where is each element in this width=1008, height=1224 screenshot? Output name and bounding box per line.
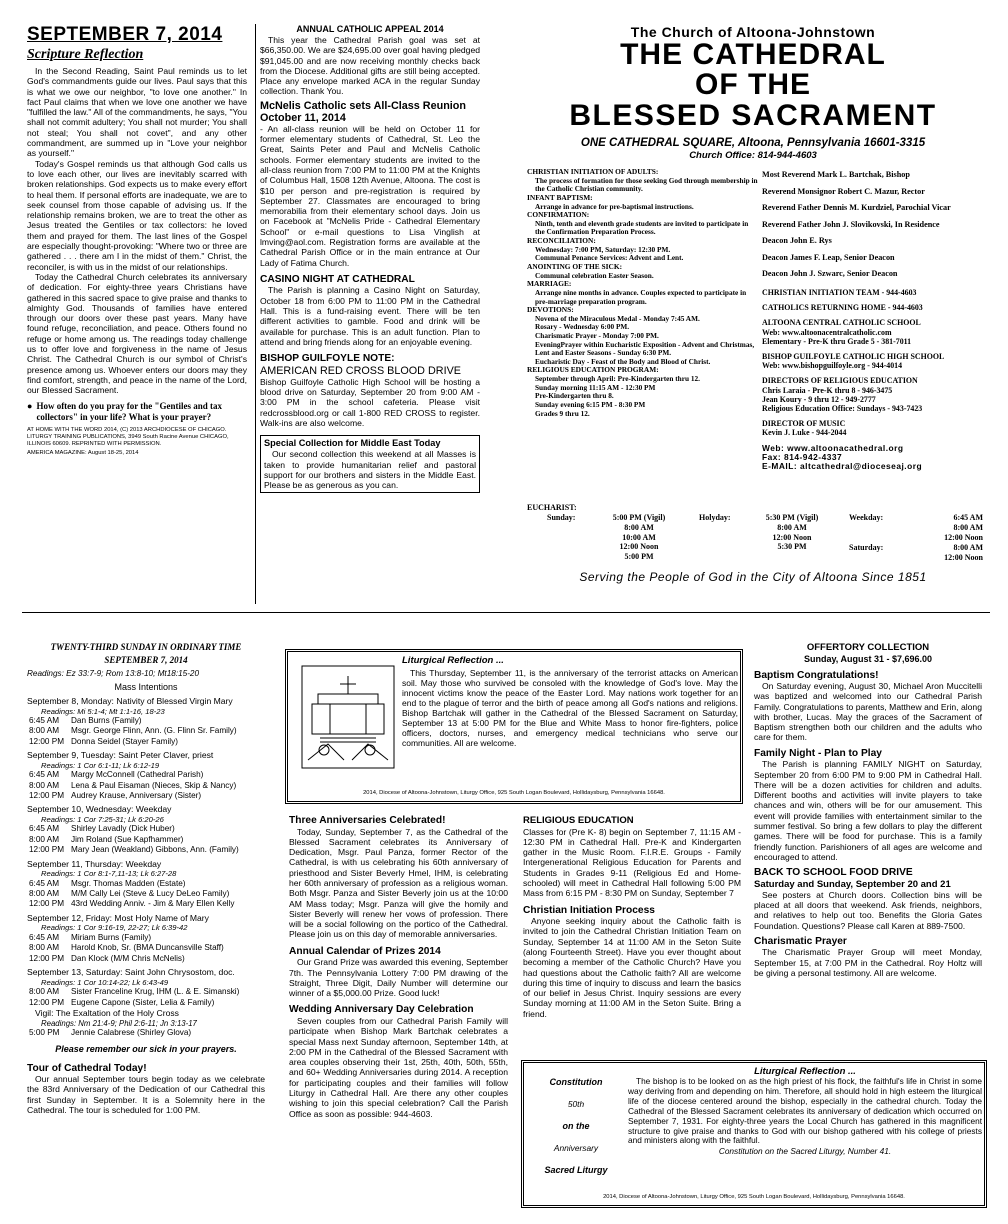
clergy-name: Deacon John J. Szwarc, Senior Deacon xyxy=(762,269,898,278)
anniv-text: Today, Sunday, September 7, as the Cathedral of the Blessed Sacrament celebrates its Anniversary of Dedication, Msgr. Paul Panza, former Rector of the Cathedral, is with us celebrating his 60th anniversary of priesthood and Sister Beverly Hmel, IHM, is celebrating her 60th anniversary of profession as a religious woman. Both Msgr. Panza and Sister Beverly join us at the 10:00 AM Mass today; Msgr. Panza will give the homily and Sister Beverly will renew her vows of profession. There will be a social following on the portico of the Cathedral. Please join us on this day of memorable anniversaries. xyxy=(289,826,508,940)
copyright-note: AT HOME WITH THE WORD 2014, (C) 2013 ARCHDIOCESE OF CHICAGO. LITURGY TRAINING PUBLICATIONS, 3949 South Racine Avenue CHICAGO, ILLINOIS 60609. REPRINTED WITH PERMISSION. xyxy=(27,426,229,447)
prizes-title: Annual Calendar of Prizes 2014 xyxy=(289,945,441,957)
charismatic-title: Charismatic Prayer xyxy=(754,935,847,947)
mass-day-heading: September 11, Thursday: Weekday xyxy=(27,858,162,869)
service-detail: Ninth, tenth and eleventh grade students are invited to participate in the Confirmation Preparation Process. xyxy=(535,218,749,237)
remember-note: Please remember our sick in your prayers. xyxy=(55,1043,237,1054)
special-text: Our second collection this weekend at all Masses is taken to provide humanitarian relief and pastoral support for our brothers and sisters in the Middle East. Please be as generous as you can. xyxy=(264,449,476,491)
mass-day-heading: September 12, Friday: Most Holy Name of Mary xyxy=(27,912,209,923)
lit1-text: This Thursday, September 11, is the anniversary of the terrorist attacks on American soil. May those who survived be consoled with the knowledge of God's love. May the innocent victims know the peace of the Easter Lord. May nations work together for an end to the plague of terror and the birth of peace among all God's nations and religions. Bishop Bartchak will gather in the Cathedral of the Blessed Sacrament on Saturday, September 13 at 5:00 PM for the Blue and White Mass to honor fire-fighters, police officers, doctors, nurses, and emergency medical technicians who serve our communities. All are welcome. xyxy=(402,668,738,748)
service-heading: INFANT BAPTISM: xyxy=(527,192,593,202)
contact-line: Jean Koury - 9 thru 12 - 949-2777 xyxy=(762,394,876,404)
service-detail: Communal celebration Easter Season. xyxy=(535,270,654,280)
charismatic-text: The Charismatic Prayer Group will meet Monday, September 15, at 7:00 PM in the Cathedral. Roy Holtz will be giving a personal testimony. All are welcome. xyxy=(754,947,982,979)
reunion-title: McNelis Catholic sets All-Class Reunion October 11, 2014 xyxy=(260,99,466,124)
column-right xyxy=(754,642,982,978)
service-detail: Sunday morning 11:15 AM - 12:30 PM xyxy=(535,382,656,392)
mass-intention-row xyxy=(27,824,265,834)
intentions-title: Mass Intentions xyxy=(114,682,178,692)
mass-time: 8:00 AM xyxy=(29,780,60,790)
mass-intention-row xyxy=(27,943,265,953)
lit2-footer: 2014, Diocese of Altoona-Johnstown, Liturgy Office, 925 South Logan Boulevard, Hollidaysburg, Pennsylvania 16648. xyxy=(603,1194,905,1200)
constitution-label: on the xyxy=(562,1121,590,1131)
mass-readings: Readings: 1 Cor 10:14-22; Lk 6:43-49 xyxy=(41,977,169,987)
mass-time: 12:00 Noon xyxy=(619,542,659,552)
tagline: Serving the People of God in the City of Altoona Since 1851 xyxy=(579,570,927,584)
contact-line: BISHOP GUILFOYLE CATHOLIC HIGH SCHOOL xyxy=(762,352,945,362)
food-title: BACK TO SCHOOL FOOD DRIVE xyxy=(754,867,913,879)
appeal-text: This year the Cathedral Parish goal was set at $66,350.00. We are $24,695.00 over goal having pledged $91,045.00 and are now receiving monthly checks back from the Diocese. Additional gifts are still being accepted. Place any envelope marked ACA in the regular Sunday collection. Thank You. xyxy=(260,35,480,97)
contact-line: ALTOONA CENTRAL CATHOLIC SCHOOL xyxy=(762,318,921,328)
contact-line: CATHOLICS RETURNING HOME - 944-4603 xyxy=(762,303,923,313)
mass-time: 6:45 AM xyxy=(29,770,60,780)
reunion-text: - An all-class reunion will be held on October 11 for former elementary students of Cathedral, St. Leo the Great, Saints Peter and Paul and McNelis Catholic schools. Former elementary students are invited to the all-class reunion from 7:00 PM to 11:00 PM at the Knights of Columbus Hall, 1508 12th Avenue, Altoona. The cost is $10 per person and pre-registration is required by September 27. Classmates are encouraged to bring memorabilia from their elementary school days. Join us on Facebook at "McNelis Pride - Cathedral Elementary School" or e-mail questions to Lisa Vinglish at lmving@aol.com. Registration forms are available at the Cathedral Parish Office or in the main entrance at Our Lady of Fatima Church. xyxy=(260,123,480,268)
clergy-name: Most Reverend Mark L. Bartchak, Bishop xyxy=(762,170,910,179)
mass-intention-row xyxy=(27,889,265,899)
mass-intention-row xyxy=(27,770,265,780)
mass-readings: Readings: 1 Cor 7:25-31; Lk 6:20-26 xyxy=(41,815,164,825)
casino-text: The Parish is planning a Casino Night on Saturday, October 18 from 6:00 PM to 11:00 PM in the Cathedral Hall. This is a fund-raising event. There will be ten different activities to gamble. Food and drink will be available for purchase. This is an adult function. Plan to attend and bring friends along for an enjoyable evening. xyxy=(260,285,480,347)
mass-intention: Miriam Burns (Family) xyxy=(71,932,152,942)
column-announcements xyxy=(260,24,480,493)
weekday-times xyxy=(907,513,983,542)
sunday-times xyxy=(599,513,679,562)
service-detail: Rosary - Wednesday 6:00 PM. xyxy=(535,322,630,332)
contact-line: Elementary - Pre-K thru Grade 5 - 381-7011 xyxy=(762,336,912,346)
mass-intention-row xyxy=(27,954,265,964)
reled-title: RELIGIOUS EDUCATION xyxy=(523,815,634,826)
column-religious-ed xyxy=(523,812,741,1019)
lit1-footer: 2014, Diocese of Altoona-Johnstown, Liturgy Office, 925 South Logan Boulevard, Hollidaysburg, Pennsylvania 16648. xyxy=(363,790,665,796)
service-detail: Sunday evening 6:15 PM - 8:30 PM xyxy=(535,399,646,409)
mass-intention-row xyxy=(27,899,265,909)
mass-time: 12:00 Noon xyxy=(772,532,812,542)
mass-intention: Margy McConnell (Cathedral Parish) xyxy=(71,770,204,780)
mass-time: 6:45 AM xyxy=(29,878,60,888)
section-rule xyxy=(22,612,990,613)
mass-time: 8:00 AM xyxy=(953,543,983,552)
ordinary-date: SEPTEMBER 7, 2014 xyxy=(104,655,188,665)
masthead xyxy=(520,24,986,162)
web-line: Web: www.altoonacathedral.org xyxy=(762,442,904,453)
mass-time: 5:30 PM (Vigil) xyxy=(765,513,819,522)
constitution-label: Sacred Liturgy xyxy=(544,1165,608,1175)
column-divider xyxy=(255,24,256,604)
tour-text: Our annual September tours begin today as we celebrate the 83rd Anniversary of the Dedication of our Cathedral this first Sunday in September. It is a Solemnity here in the Cathedral. The tour is scheduled for 1:00 PM. xyxy=(27,1074,265,1115)
constitution-label: Constitution xyxy=(549,1077,603,1087)
saturday-label: Saturday: xyxy=(849,543,884,552)
column-scripture xyxy=(27,24,247,457)
mass-time: 8:00 AM xyxy=(29,987,60,997)
service-heading: DEVOTIONS: xyxy=(527,305,574,315)
mass-time: 5:00 PM xyxy=(624,552,654,562)
contact-line: Web: www.altoonacentralcatholic.com xyxy=(762,327,892,337)
scripture-question: ● How often do you pray for the "Gentiles and tax collectors" in your life? What is your prayer? xyxy=(27,400,223,422)
food-text: See posters at Church doors. Collection bins will be placed at all doors that weekend. Ask friends, neighbors, and relatives to help out too. Benefits the Gloria Gates Foundation. Questions? Please call Karen at 889-7500. xyxy=(754,889,982,931)
bullet-icon: ● xyxy=(27,400,33,411)
mass-time: 10:00 AM xyxy=(622,532,656,542)
mass-time: 12:00 PM xyxy=(29,899,65,909)
cathedral-illustration-icon xyxy=(300,664,396,770)
mass-time: 8:00 AM xyxy=(29,889,60,899)
clergy-name: Deacon James F. Leap, Senior Deacon xyxy=(762,252,895,262)
service-detail: Pre-Kindergarten thru 8. xyxy=(535,391,614,401)
wedding-title: Wedding Anniversary Day Celebration xyxy=(289,1004,474,1016)
vigil-row: 5:00 PM Jennie Calabrese (Shirley Glova) xyxy=(29,1028,192,1038)
contact-line: DIRECTORS OF RELIGIOUS EDUCATION xyxy=(762,376,918,386)
mass-intention-row xyxy=(27,781,265,791)
contact-line: Religious Education Office: Sundays - 943-7423 xyxy=(762,404,923,414)
mass-intention: Msgr. Thomas Madden (Estate) xyxy=(71,878,186,888)
service-heading: RELIGIOUS EDUCATION PROGRAM: xyxy=(527,365,659,375)
mass-time: 8:00 AM xyxy=(29,943,60,953)
web-line: Fax: 814-942-4337 xyxy=(762,452,843,463)
masthead-title: BLESSED SACRAMENT xyxy=(569,99,937,132)
mass-intention: Dan Klock (M/M Chris McNelis) xyxy=(71,953,185,963)
offertory-title: OFFERTORY COLLECTION xyxy=(806,642,930,653)
column-mass-intentions xyxy=(27,642,265,1115)
services-list xyxy=(527,168,759,418)
bishop-sub: AMERICAN RED CROSS BLOOD DRIVE xyxy=(260,364,461,377)
mass-time: 8:00 AM xyxy=(624,522,654,532)
clergy-name: Reverend Monsignor Robert C. Mazur, Rector xyxy=(762,186,925,196)
special-title: Special Collection for Middle East Today xyxy=(264,438,441,449)
mass-intention-row xyxy=(27,933,265,943)
mass-intention: Lena & Paul Eisaman (Nieces, Skip & Nancy) xyxy=(71,780,237,790)
cip-title: Christian Initiation Process xyxy=(523,904,655,916)
casino-title: CASINO NIGHT AT CATHEDRAL xyxy=(260,273,415,285)
mass-intention: Jim Roland (Sue Kapfhammer) xyxy=(71,834,184,844)
mass-day-heading: September 10, Wednesday: Weekday xyxy=(27,804,172,815)
mass-intention: Audrey Krause, Anniversary (Sister) xyxy=(71,791,202,801)
holyday-times xyxy=(752,513,832,552)
service-heading: RECONCILIATION: xyxy=(527,236,596,246)
mass-time: 12:00 PM xyxy=(29,953,65,963)
mass-time: 12:00 Noon xyxy=(944,552,983,562)
ordinary-title: TWENTY-THIRD SUNDAY IN ORDINARY TIME xyxy=(50,642,242,652)
food-sub: Saturday and Sunday, September 20 and 21 xyxy=(754,878,951,890)
mass-intention: Sister Franceline Krug, IHM (L. & E. Simanski) xyxy=(71,987,240,997)
family-text: The Parish is planning FAMILY NIGHT on Saturday, September 20 from 6:00 PM to 9:00 PM in Cathedral Hall. There will be a dozen activities for children and adults. Different booths and activities will invite players to take chances and win, others will be for our amusement. This event will provide families with entertainment similar to the summer festival. So bring a few dollars to play the different games. There will be food for purchase. This is a family friendly function. Parishioners of all ages are welcome and encouraged to attend. xyxy=(754,759,982,862)
scripture-paragraph: Today the Cathedral Church celebrates its anniversary of dedication. For eighty-three years Christians have gathered in this sacred space to give praise and thanks to almighty God. Thousands of families have entered through our doors over these past years. Many have found refuge, reconciliation, and peace. Others found no refuge or home among us. The readings today challenge us to offer love and forgiveness in the name of Jesus Christ. The Cathedral Church is our symbol of Christ's presence among us. Whoever enters our doors may they find comfort, strength, and peace in the name of the Lord, our Blessed Sacrament. xyxy=(27,271,247,396)
masthead-church: The Church of Altoona-Johnstown xyxy=(630,24,876,40)
lit2-title: Liturgical Reflection ... xyxy=(754,1066,856,1077)
vigil-title: Vigil: The Exaltation of the Holy Cross xyxy=(35,1007,179,1018)
contact-line: CHRISTIAN INITIATION TEAM - 944-4603 xyxy=(762,288,917,297)
holyday-label: Holyday: xyxy=(699,513,731,522)
liturgical-reflection-box xyxy=(285,649,743,804)
mass-intention-row xyxy=(27,737,265,747)
mass-day-heading: September 13, Saturday: Saint John Chrysostom, doc. xyxy=(27,967,235,978)
special-collection-box xyxy=(260,435,480,493)
column-anniversaries xyxy=(289,812,508,1119)
mass-day-heading: September 8, Monday: Nativity of Blessed Virgin Mary xyxy=(27,696,233,706)
mass-intention-row xyxy=(27,845,265,855)
contact-line: Web: www.bishopguilfoyle.org - 944-4014 xyxy=(762,361,903,371)
baptism-title: Baptism Congratulations! xyxy=(754,669,879,681)
mass-time: 12:00 Noon xyxy=(944,532,983,542)
date-banner: SEPTEMBER 7, 2014 xyxy=(27,24,223,45)
mass-time: 12:00 PM xyxy=(29,791,65,801)
service-detail: Novena of the Miraculous Medal - Monday 7:45 AM. xyxy=(535,313,700,323)
mass-intention-row xyxy=(27,726,265,736)
scripture-paragraph: Today's Gospel reminds us that although God calls us to love each other, our lives are inevitably scarred with broken relationships. God expects us to make every effort to heal them. If personal efforts are inadequate, we are to seek counsel from those capable of advising us. If the relationship remains broken, we are to treat the other as Jesus treated the Gentiles or tax collectors: he loved them and prayed for them. The last lines of the Gospel are especially thought-provoking: "Where two or three are gathered . . . there am I in the midst of them." Christ, the reconciler, is with us in the midst of our relationships. xyxy=(27,158,247,272)
mass-time: 12:00 PM xyxy=(29,736,65,746)
service-heading: MARRIAGE: xyxy=(527,279,572,289)
mass-intention-row xyxy=(27,835,265,845)
masthead-address: ONE CATHEDRAL SQUARE, Altoona, Pennsylvania 16601-3315 xyxy=(580,137,926,149)
prizes-text: Our Grand Prize was awarded this evening, September 7th. The Pennsylvania Lottery 7:00 PM drawing of the Straight, Three Digit, Daily Number will determine our winner of a $5,000.00 Prize. Good luck! xyxy=(289,957,508,999)
mass-readings: Readings: 1 Cor 8:1-7,11-13; Lk 6:27-28 xyxy=(41,869,177,879)
mass-time: 8:00 AM xyxy=(953,522,983,532)
bishop-text: Bishop Guilfoyle Catholic High School will be hosting a blood drive on Saturday, September 20 from 9:00 AM - 3:00 PM in the school cafeteria. Please visit redcrossblood.org or call 1-800 RED CROSS to register. Walk-ins are also welcome. xyxy=(260,376,480,428)
mass-time: 8:00 AM xyxy=(29,834,60,844)
ordinary-readings: Readings: Ez 33:7-9; Rom 13:8-10; Mt18:15-20 xyxy=(27,669,200,678)
mass-time: 12:00 PM xyxy=(29,997,65,1007)
web-line: E-MAIL: altcathedral@dioceseaj.org xyxy=(762,461,923,472)
appeal-title: ANNUAL CATHOLIC APPEAL 2014 xyxy=(296,24,444,34)
cip-text: Anyone seeking inquiry about the Catholic faith is invited to join the Cathedral Christian Initiation Team on Sunday, September 14 at 11:00 AM in the Seton Suite (along Fourteenth Street). Have you ever thought about becoming a member of the Catholic Church? Have you had questions about the Catholic faith? All are welcome during this time of inquiry to discuss and learn the basics of our belief in Jesus Christ. Inquiry sessions are every Sunday morning at 11:00 AM in the Seton Suite. Bring a friend. xyxy=(523,916,741,1019)
sunday-label: Sunday: xyxy=(547,513,576,522)
mass-time: 5:00 PM (Vigil) xyxy=(612,513,666,522)
mass-intention: Msgr. George Flinn, Ann. (G. Flinn Sr. Family) xyxy=(71,726,237,736)
baptism-text: On Saturday evening, August 30, Michael Aron Muccitelli was baptized and welcomed into our Cathedral Parish Family. Congratulations to parents, Matthew and Erin, along with brother, Lucas. May the graces of the Sacrament of Baptism strengthen both our children and the adults who care for them. xyxy=(754,681,982,743)
mass-intention: Eugene Capone (Sister, Lelia & Family) xyxy=(71,997,215,1007)
service-heading: CHRISTIAN INITIATION OF ADULTS: xyxy=(527,167,659,176)
mass-time: 8:00 AM xyxy=(777,522,807,532)
clergy-name: Reverend Father John J. Slovikovski, In Residence xyxy=(762,219,940,229)
mass-time: 6:45 AM xyxy=(29,716,60,725)
service-detail: September through April: Pre-Kindergarten thru 12. xyxy=(535,374,700,384)
masthead-title: THE CATHEDRAL xyxy=(620,38,886,71)
constitution-label: Anniversary xyxy=(553,1143,599,1153)
mass-readings: Readings: Mi 5:1-4; Mt 1:1-16, 18-23 xyxy=(41,706,165,716)
wedding-text: Seven couples from our Cathedral Parish Family will participate when Bishop Mark Bartchak celebrates a special Mass next Sunday afternoon, September 14th, at 2:00 PM in the Cathedral of the Blessed Sacrament with area couples observing their 1st, 25th, 40th, 50th, 55th, and 60+ Wedding Anniversaries during 2014. A reception for participating couples and their families will follow Liturgy in Cathedral Hall. Are there any other couples wishing to join this special celebration? Call the Parish Office as soon as possible: 944-4603. xyxy=(289,1015,508,1119)
scripture-title: Scripture Reflection xyxy=(27,47,144,62)
service-detail: The process of formation for those seeking God through membership in the Catholic Christian community. xyxy=(535,175,758,194)
clergy-name: Reverend Father Dennis M. Kurdziel, Parochial Vicar xyxy=(762,203,951,212)
liturgical-reflection-box-2 xyxy=(521,1060,987,1208)
weekday-label: Weekday: xyxy=(849,513,884,522)
mass-time: 12:00 PM xyxy=(29,845,65,855)
offertory-sub: Sunday, August 31 - $7,696.00 xyxy=(803,653,933,664)
tour-title: Tour of Cathedral Today! xyxy=(27,1062,147,1074)
eucharist-label: EUCHARIST: xyxy=(527,503,577,512)
mass-intention: Donna Seidel (Stayer Family) xyxy=(71,736,178,746)
contact-line: DIRECTOR OF MUSIC xyxy=(762,419,846,429)
constitution-label: 50th xyxy=(567,1099,585,1109)
mass-intention: Shirley Lavadly (Dick Huber) xyxy=(71,824,175,834)
mass-intention-row xyxy=(27,998,265,1008)
contact-line: Kevin J. Luke - 944-2044 xyxy=(762,428,847,438)
mass-intention: Dan Burns (Family) xyxy=(71,716,142,725)
service-detail: Wednesday: 7:00 PM, Saturday: 12:30 PM. xyxy=(535,244,671,254)
mass-intention: 43rd Wedding Anniv. - Jim & Mary Ellen Kelly xyxy=(71,899,235,909)
mass-intention: Harold Knob, Sr. (BMA Duncansville Staff) xyxy=(71,943,224,953)
reled-text: Classes for (Pre K- 8) begin on September 7, 11:15 AM - 12:30 PM in Cathedral Hall. Pre-K and Kindergarten gather in the Music Room. F.I.R.E. Groups - Family Intergenerational Religious Education for Parents and Students in Grades 9-11 (Religious Ed and Home-schooled) will meet in Cathedral Hall following 5:00 PM Mass from 6:15 PM - 8:30 PM on Sunday, September 7 xyxy=(523,826,741,899)
mass-intention: M/M Cally Lei (Steve & Lucy DeLeo Family) xyxy=(71,889,230,899)
mass-time: 8:00 AM xyxy=(29,726,60,736)
service-detail: Eucharistic Day - Feast of the Body and Blood of Christ. xyxy=(535,356,711,366)
mass-readings: Readings: 1 Cor 9:16-19, 22-27; Lk 6:39-42 xyxy=(41,923,188,933)
mass-time: 6:45 AM xyxy=(29,824,60,834)
service-heading: ANOINTING OF THE SICK: xyxy=(527,261,623,271)
service-detail: Arrange nine months in advance. Couples expected to participate in pre-marriage preparation program. xyxy=(535,287,747,306)
mass-intention-row xyxy=(27,716,265,726)
mass-intention: Mary Jean (Weakland) Gibbons, Ann. (Family) xyxy=(71,845,239,855)
mass-time: 5:30 PM xyxy=(777,542,807,552)
saturday-times xyxy=(907,543,983,563)
service-detail: Arrange in advance for pre-baptismal instructions. xyxy=(535,201,694,211)
bishop-title: BISHOP GUILFOYLE NOTE: xyxy=(260,353,395,365)
mass-intention-row xyxy=(27,879,265,889)
masthead-title: OF THE xyxy=(695,68,811,101)
scripture-paragraph: In the Second Reading, Saint Paul reminds us to let God's commandments guide our lives. Paul says that this is what we owe our neighbor, "to love one another." In fact Paul claims that when we love one another we have "fulfilled the law." All of the commandments, he says, "You shall not commit adultery; You shall not murder; You shall not steal; You shall not covet", and any other commandment, are summed up in "Love your neighbor as yourself." xyxy=(27,66,247,159)
service-detail: EveningPrayer within Eucharistic Exposition - Advent and Christmas, Lent and Easter Seasons - Sunday 6:30 PM. xyxy=(535,339,755,358)
family-title: Family Night - Plan to Play xyxy=(754,747,882,759)
contact-line: Chris Laraia - Pre-K thru 8 - 946-3475 xyxy=(762,385,893,395)
vigil-readings: Readings: Nm 21:4-9; Phil 2:6-11; Jn 3:13-17 xyxy=(41,1018,197,1028)
service-heading: CONFIRMATION: xyxy=(527,210,590,220)
clergy-name: Deacon John E. Rys xyxy=(762,236,832,245)
service-detail: Communal Penance Services: Advent and Lent. xyxy=(535,253,684,263)
lit2-text: The bishop is to be looked on as the high priest of his flock, the faithful's life in Christ in some way deriving from and depending on him. Therefore, all should hold in high esteem the liturgical life of the diocese centered around the bishop, especially in the cathedral church. Today the Cathedral of the Blessed Sacrament celebrates its anniversary of dedication which occurred on September 7, 1931. For eighty-three years the Local Church has gathered in this magnificent structure to give praise and thanks to God with our bishop gathered with his college of priests and ministers along with the faithful. xyxy=(628,1076,982,1146)
clergy-list xyxy=(762,168,988,472)
america-note: AMERICA MAGAZINE: August 18-25, 2014 xyxy=(27,449,139,456)
lit2-cite: Constitution on the Sacred Liturgy, Number 41. xyxy=(718,1146,892,1157)
mass-day-heading: September 9, Tuesday: Saint Peter Claver, priest xyxy=(27,750,214,761)
service-detail: Charismatic Prayer - Monday 7:00 PM. xyxy=(535,331,659,341)
mass-readings: Readings: 1 Cor 6:1-11; Lk 6:12-19 xyxy=(41,760,160,770)
eucharist-schedule xyxy=(527,503,989,562)
mass-intention-row xyxy=(27,791,265,801)
masthead-office: Church Office: 814-944-4603 xyxy=(689,150,817,161)
lit1-title: Liturgical Reflection ... xyxy=(402,655,504,666)
anniv-title: Three Anniversaries Celebrated! xyxy=(289,815,446,826)
constitution-side xyxy=(528,1077,624,1187)
mass-intention-row xyxy=(27,987,265,997)
mass-time: 6:45 AM xyxy=(953,513,983,522)
service-detail: Grades 9 thru 12. xyxy=(535,408,590,418)
mass-time: 6:45 AM xyxy=(29,932,60,942)
